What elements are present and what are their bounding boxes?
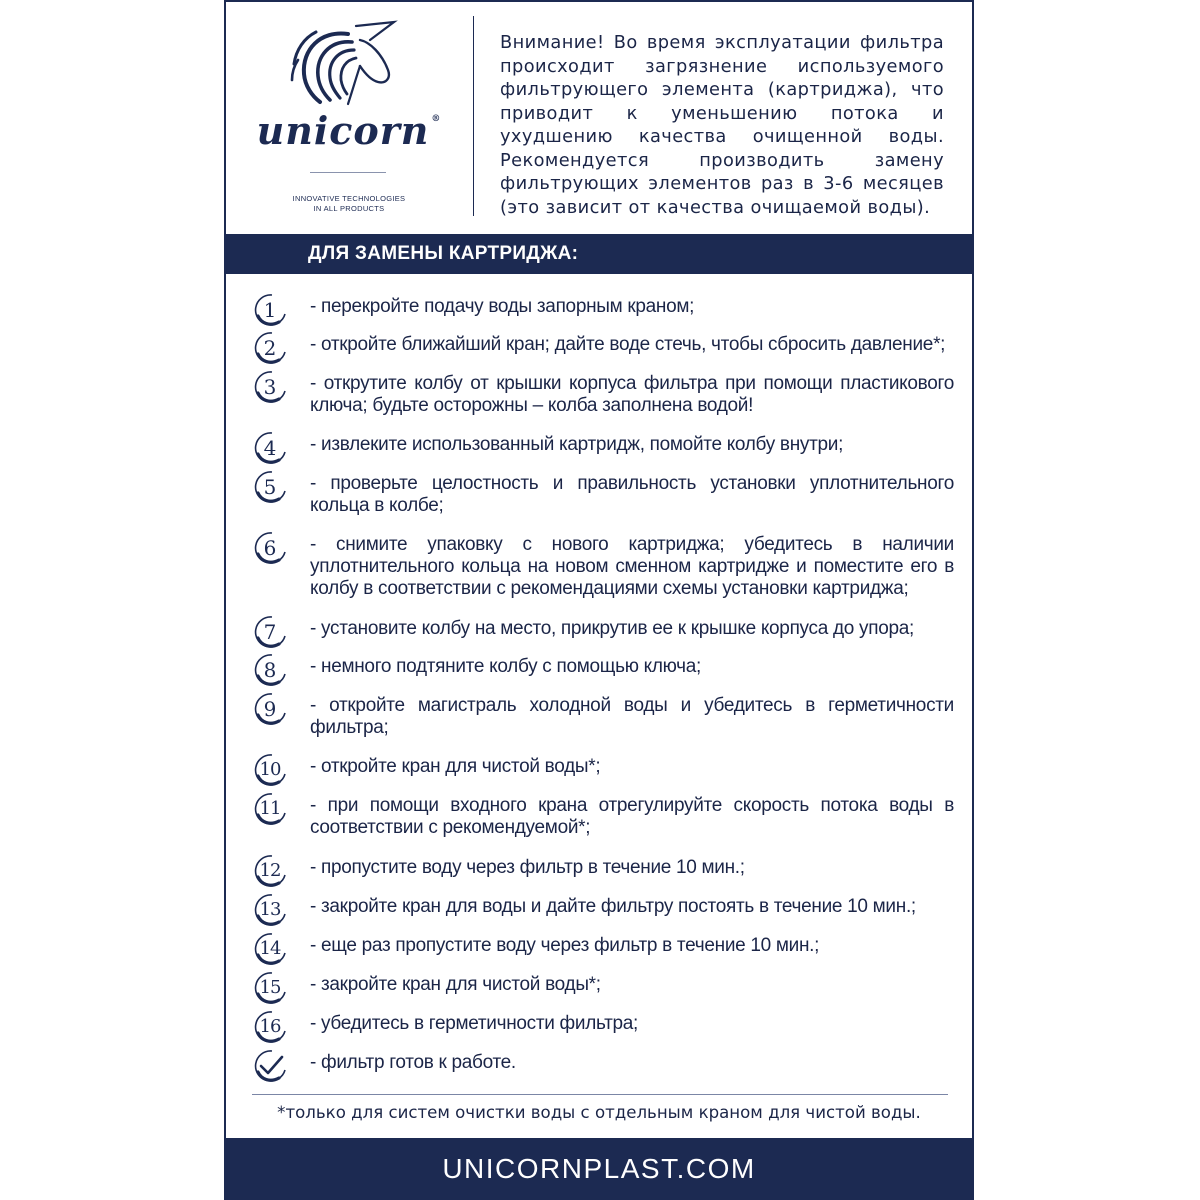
step-number-badge <box>252 614 288 650</box>
step-number: 14 <box>259 938 281 959</box>
footer-url: UNICORNPLAST.COM <box>442 1153 756 1184</box>
step-number: 6 <box>263 536 277 560</box>
tagline-line-1: INNOVATIVE TECHNOLOGIES <box>292 194 406 203</box>
warning-text: Внимание! Во время эксплуатации фильтра происходит загрязнение используемого фильтрующего элемента (картриджа), что приводит к уменьшению потока и ухудшению качества очищенной воды. Рекомендуется производить замену фильтрующих элементов раз в 3-6 месяцев (это зависит от качества очищаемой воды). <box>500 32 944 218</box>
brand-wordmark <box>226 108 472 153</box>
section-title: ДЛЯ ЗАМЕНЫ КАРТРИДЖА: <box>308 243 579 264</box>
step-number-badge <box>252 1009 288 1045</box>
step-number: 4 <box>263 436 277 460</box>
brand-logo <box>226 0 472 232</box>
step-number-badge <box>252 853 288 889</box>
step-number-badge <box>252 469 288 505</box>
step-number-badge <box>252 691 288 727</box>
registered-mark: ® <box>431 114 442 124</box>
step-number: 10 <box>259 759 281 780</box>
footnote-divider <box>252 1094 948 1095</box>
step-text: - откройте магистраль холодной воды и убедитесь в герметичности фильтра; <box>310 695 954 738</box>
step-number: 12 <box>259 860 281 881</box>
step-number: 1 <box>263 298 277 322</box>
step-number: 9 <box>263 697 277 721</box>
step-text: - снимите упаковку с нового картриджа; убедитесь в наличии уплотнительного кольца на новом сменном картридже и поместите его в колбу в соответствии с рекомендациями схемы установки картриджа; <box>310 534 954 599</box>
step-number: 15 <box>259 977 281 998</box>
step-text: - убедитесь в герметичности фильтра; <box>310 1013 639 1034</box>
step-text: - закройте кран для чистой воды*; <box>310 974 601 995</box>
step-number-badge <box>252 530 288 566</box>
step-text: - еще раз пропустите воду через фильтр в течение 10 мин.; <box>310 935 820 956</box>
step-text: - перекройте подачу воды запорным краном; <box>310 296 695 317</box>
step-text: - открутите колбу от крышки корпуса фильтра при помощи пластикового ключа; будьте осторожны – колба заполнена водой! <box>310 373 954 416</box>
step-number: 13 <box>259 899 281 920</box>
step-number-badge <box>252 791 288 827</box>
tagline-line-2: IN ALL PRODUCTS <box>313 204 385 213</box>
step-number-badge <box>252 430 288 466</box>
footnote: *только для систем очистки воды с отдельным краном для чистой воды. <box>277 1103 921 1122</box>
step-text: - немного подтяните колбу с помощью ключа; <box>310 656 702 677</box>
step-text: - закройте кран для воды и дайте фильтру постоять в течение 10 мин.; <box>310 896 916 917</box>
step-text: - проверьте целостность и правильность установки уплотнительного кольца в колбе; <box>310 473 954 516</box>
step-number: 8 <box>263 658 277 682</box>
step-text: - извлеките использованный картридж, помойте колбу внутри; <box>310 434 844 455</box>
header-divider <box>473 16 474 216</box>
step-number-badge <box>252 292 288 328</box>
section-header <box>226 234 972 274</box>
step-check-badge <box>252 1048 288 1084</box>
instruction-card <box>224 0 974 1200</box>
step-number: 2 <box>263 336 277 360</box>
step-number: 3 <box>263 375 277 399</box>
logo-divider <box>310 172 386 173</box>
step-number-badge <box>252 652 288 688</box>
step-number-badge <box>252 931 288 967</box>
step-number: 5 <box>263 475 277 499</box>
brand-name: unicorn <box>256 108 430 153</box>
step-number: 16 <box>259 1016 281 1037</box>
footer-band <box>226 1138 972 1200</box>
step-text: - пропустите воду через фильтр в течение 10 мин.; <box>310 857 745 878</box>
step-number: 11 <box>259 798 281 819</box>
unicorn-head-icon <box>290 20 402 116</box>
step-number-badge <box>252 330 288 366</box>
step-text: - при помощи входного крана отрегулируйте скорость потока воды в соответствии с рекомендуемой*; <box>310 795 954 838</box>
step-text: - откройте кран для чистой воды*; <box>310 756 601 777</box>
step-text: - фильтр готов к работе. <box>310 1052 516 1073</box>
step-text: - откройте ближайший кран; дайте воде стечь, чтобы сбросить давление*; <box>310 334 946 355</box>
step-number-badge <box>252 892 288 928</box>
step-number-badge <box>252 752 288 788</box>
step-number-badge <box>252 970 288 1006</box>
brand-tagline <box>226 194 472 214</box>
step-text: - установите колбу на место, прикрутив ее к крышке корпуса до упора; <box>310 618 914 639</box>
step-number-badge <box>252 369 288 405</box>
checkmark-icon <box>252 1048 288 1084</box>
step-number: 7 <box>263 620 277 644</box>
